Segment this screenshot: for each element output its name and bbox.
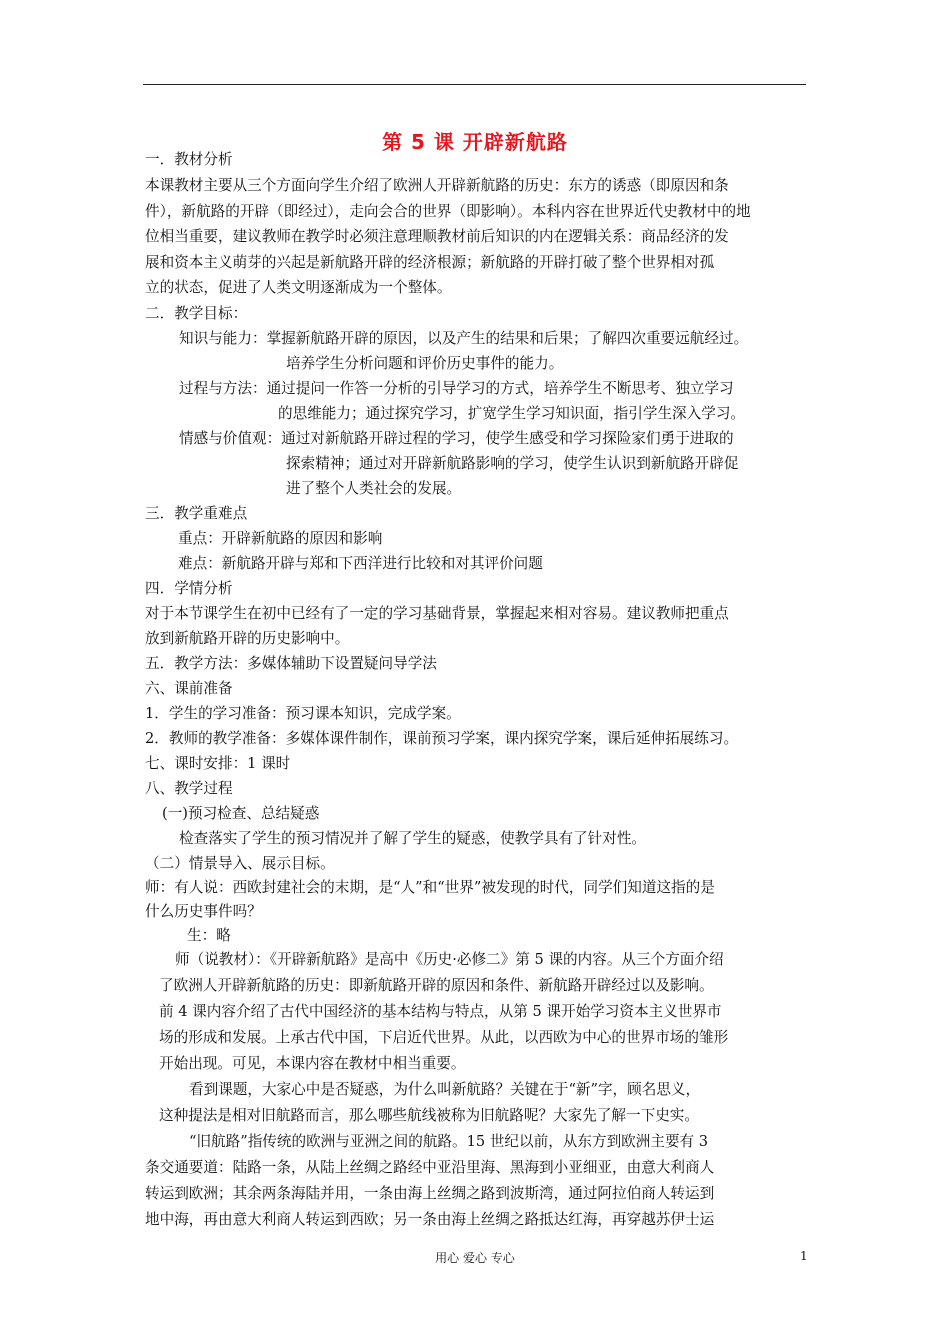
section-heading: 八、教学过程 — [145, 780, 233, 797]
paragraph-line: 件），新航路的开辟（即经过），走向会合的世界（即影响）。本科内容在世界近代史教材中的地 — [145, 203, 751, 220]
paragraph-line: 前 4 课内容介绍了古代中国经济的基本结构与特点，从第 5 课开始学习资本主义世界市 — [159, 1003, 722, 1020]
paragraph-line: 立的状态，促进了人类文明逐渐成为一个整体。 — [145, 279, 452, 296]
paragraph-line: 情感与价值观：通过对新航路开辟过程的学习，使学生感受和学习探险家们勇于进取的 — [179, 430, 734, 447]
paragraph-line: 看到课题，大家心中是否疑惑，为什么叫新航路？关键在于“新”字，顾名思义， — [189, 1081, 701, 1098]
paragraph-line: 本课教材主要从三个方面向学生介绍了欧洲人开辟新航路的历史：东方的诱惑（即原因和条 — [145, 177, 729, 194]
paragraph-line: 展和资本主义萌芽的兴起是新航路开辟的经济根源；新航路的开辟打破了整个世界相对孤 — [145, 254, 715, 271]
header-rule — [143, 84, 806, 85]
section-heading: 三．教学重难点 — [145, 505, 248, 522]
page-number: 1 — [800, 1249, 808, 1263]
paragraph-line: 转运到欧洲；其余两条海陆并用，一条由海上丝绸之路到波斯湾，通过阿拉伯商人转运到 — [145, 1185, 715, 1202]
paragraph-line: “旧航路”指传统的欧洲与亚洲之间的航路。15 世纪以前，从东方到欧洲主要有 3 — [189, 1133, 709, 1150]
paragraph-line: 1．学生的学习准备：预习课本知识，完成学案。 — [145, 705, 461, 722]
paragraph-line: 培养学生分析问题和评价历史事件的能力。 — [286, 355, 564, 372]
subsection-heading: （二）情景导入、展示目标。 — [145, 855, 335, 872]
section-heading: 五．教学方法：多媒体辅助下设置疑问导学法 — [145, 655, 437, 672]
section-heading: 一．教材分析 — [145, 151, 233, 168]
paragraph-line: 什么历史事件吗？ — [145, 903, 262, 920]
paragraph-line: 位相当重要，建议教师在教学时必须注意理顺教材前后知识的内在逻辑关系：商品经济的发 — [145, 228, 729, 245]
section-heading: 四．学情分析 — [145, 580, 233, 597]
paragraph-line: 探索精神；通过对开辟新航路影响的学习，使学生认识到新航路开辟促 — [286, 455, 739, 472]
lesson-title: 第 5 课 开辟新航路 — [382, 130, 568, 154]
paragraph-line: 检查落实了学生的预习情况并了解了学生的疑惑，使教学具有了针对性。 — [179, 830, 647, 847]
paragraph-line: 师：有人说：西欧封建社会的末期，是“人”和“世界”被发现的时代，同学们知道这指的是 — [145, 879, 715, 896]
section-heading: 二．教学目标： — [145, 305, 248, 322]
paragraph-line: 过程与方法：通过提问一作答一分析的引导学习的方式，培养学生不断思考、独立学习 — [179, 380, 734, 397]
paragraph-line: 对于本节课学生在初中已经有了一定的学习基础背景，掌握起来相对容易。建议教师把重点 — [145, 605, 729, 622]
paragraph-line: 师（说教材）：《开辟新航路》是高中《历史·必修二》第 5 课的内容。从三个方面介绍 — [175, 951, 724, 968]
paragraph-line: 2．教师的教学准备：多媒体课件制作，课前预习学案，课内探究学案，课后延伸拓展练习。 — [145, 730, 739, 747]
subsection-heading: (一)预习检查、总结疑惑 — [162, 805, 320, 822]
paragraph-line: 知识与能力：掌握新航路开辟的原因，以及产生的结果和后果；了解四次重要远航经过。 — [179, 330, 749, 347]
section-heading: 六、课前准备 — [145, 680, 233, 697]
paragraph-line: 场的形成和发展。上承古代中国，下启近代世界。从此，以西欧为中心的世界市场的雏形 — [159, 1029, 729, 1046]
section-heading: 七、课时安排：1 课时 — [145, 755, 291, 772]
paragraph-line: 放到新航路开辟的历史影响中。 — [145, 630, 350, 647]
paragraph-line: 难点：新航路开辟与郑和下西洋进行比较和对其评价问题 — [178, 555, 543, 572]
paragraph-line: 这种提法是相对旧航路而言，那么哪些航线被称为旧航路呢？大家先了解一下史实。 — [159, 1107, 699, 1124]
paragraph-line: 重点：开辟新航路的原因和影响 — [178, 530, 383, 547]
page-footer: 用心 爱心 专心 — [435, 1251, 515, 1265]
paragraph-line: 地中海，再由意大利商人转运到西欧；另一条由海上丝绸之路抵达红海，再穿越苏伊士运 — [145, 1211, 715, 1228]
paragraph-line: 了欧洲人开辟新航路的历史：即新航路开辟的原因和条件、新航路开辟经过以及影响。 — [159, 977, 714, 994]
paragraph-line: 生：略 — [187, 927, 231, 944]
paragraph-line: 开始出现。可见，本课内容在教材中相当重要。 — [159, 1055, 466, 1072]
paragraph-line: 条交通要道：陆路一条，从陆上丝绸之路经中亚沿里海、黑海到小亚细亚，由意大利商人 — [145, 1159, 715, 1176]
paragraph-line: 的思维能力；通过探究学习，扩宽学生学习知识面，指引学生深入学习。 — [278, 405, 746, 422]
paragraph-line: 进了整个人类社会的发展。 — [286, 480, 462, 497]
